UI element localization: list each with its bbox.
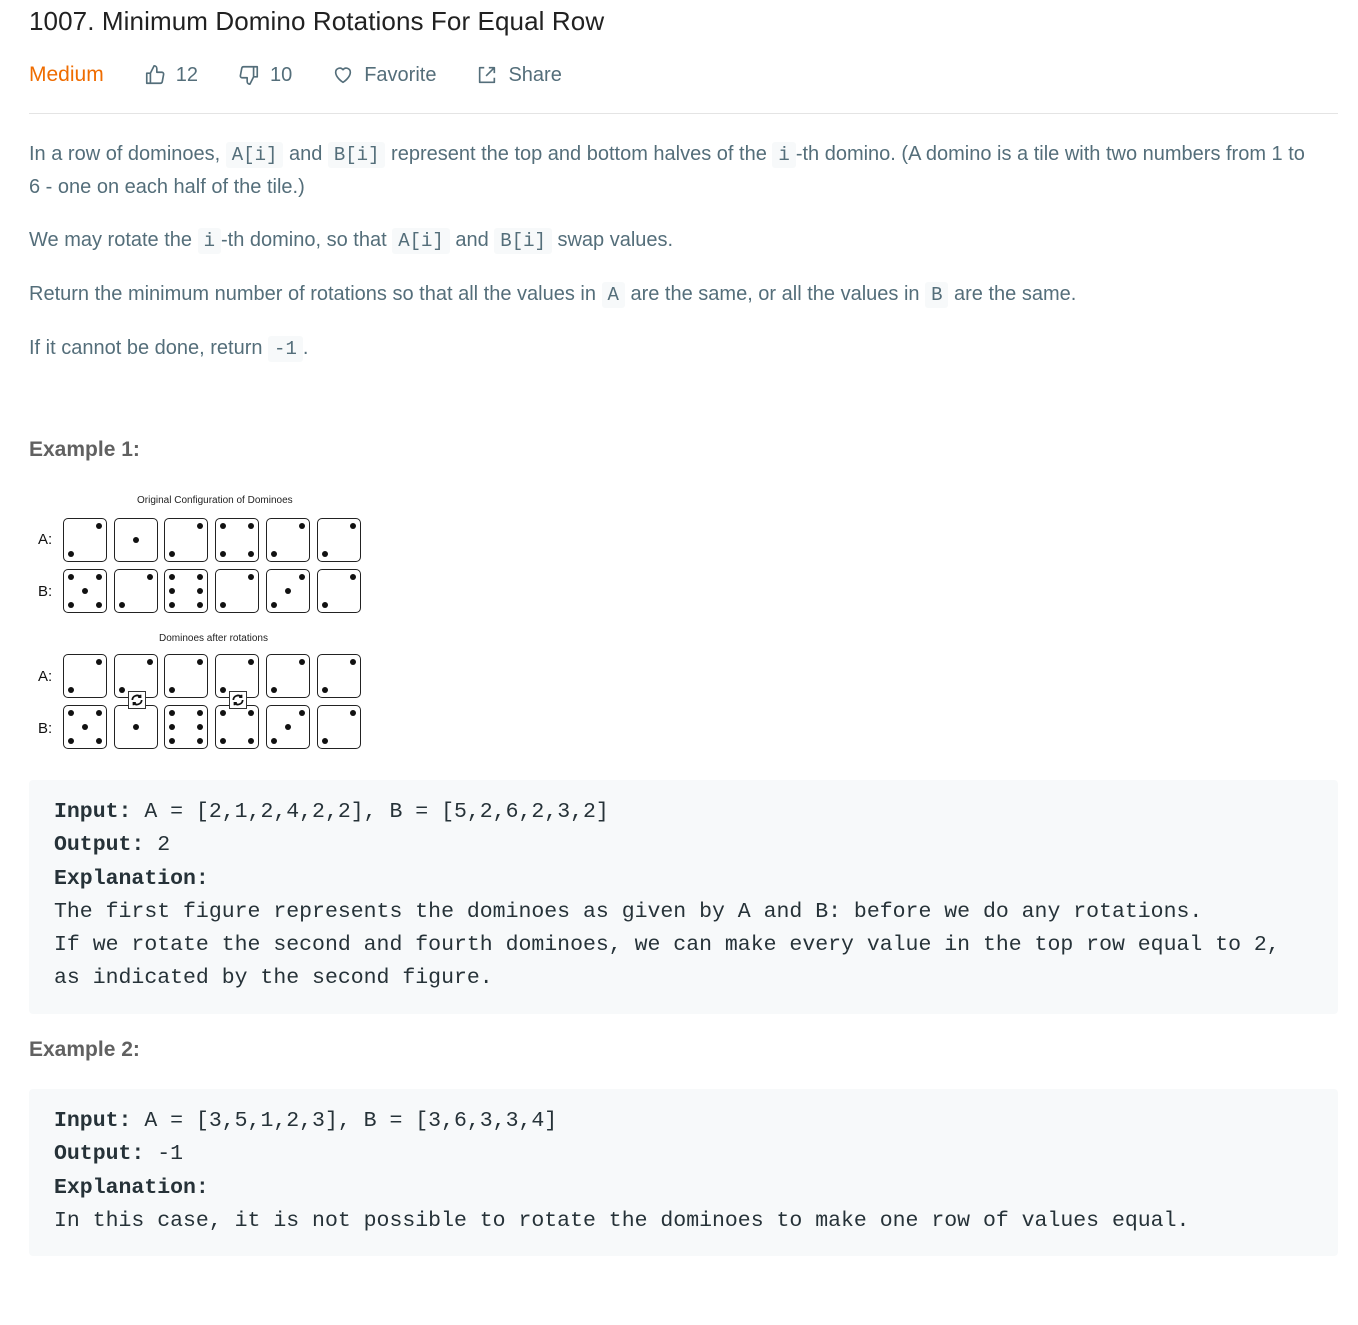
domino-pip (248, 574, 254, 580)
domino-pip (68, 551, 74, 557)
input-value: A = [3,5,1,2,3], B = [3,6,3,3,4] (131, 1109, 558, 1133)
domino-pip (271, 602, 277, 608)
domino-pip (197, 602, 203, 608)
output-value: 2 (144, 833, 171, 858)
domino-pip (350, 523, 356, 529)
input-label: Input: (54, 800, 132, 824)
domino-face (317, 569, 361, 613)
explanation-line: If we rotate the second and fourth dominoes, we can make every value in the top row equal to 2, (54, 933, 1280, 958)
text: are the same, or all the values in (624, 283, 926, 305)
domino-pip (248, 659, 254, 665)
rotate-icon (128, 691, 146, 709)
domino-pip (133, 537, 139, 543)
domino-pip (68, 710, 74, 716)
domino-pip (271, 738, 277, 744)
domino-pip (169, 710, 175, 716)
domino-pip (169, 602, 175, 608)
domino-pip (169, 687, 175, 693)
domino-pip (322, 687, 328, 693)
domino-face (317, 518, 361, 562)
domino-pip (299, 523, 305, 529)
divider (29, 113, 1338, 114)
thumbs-down-icon (238, 64, 260, 86)
rotate-icon (229, 691, 247, 709)
inline-code: B[i] (494, 228, 552, 254)
share-label: Share (508, 63, 562, 86)
inline-code: i (772, 142, 795, 168)
domino-pip (220, 602, 226, 608)
figure-caption-original: Original Configuration of Dominoes (137, 495, 293, 506)
domino-pip (271, 687, 277, 693)
domino-pip (119, 687, 125, 693)
inline-code: A[i] (226, 142, 284, 168)
figure-caption-rotated: Dominoes after rotations (159, 633, 268, 644)
input-label: Input: (54, 1109, 132, 1133)
text: -th domino. (A domino is a tile with two numbers from 1 to 6 - one on each half of the tile.) (29, 143, 1305, 198)
domino-face (63, 518, 107, 562)
heart-icon (332, 64, 354, 86)
row-label-a: A: (38, 531, 53, 548)
row-label-b: B: (38, 720, 53, 737)
domino-pip (350, 659, 356, 665)
domino-face (266, 518, 310, 562)
text: . (302, 337, 309, 359)
domino-pip (96, 659, 102, 665)
inline-code: -1 (268, 336, 303, 362)
domino-face (317, 705, 361, 749)
domino-face (266, 569, 310, 613)
domino-face (164, 569, 208, 613)
domino-face (164, 654, 208, 698)
explanation-line: In this case, it is not possible to rotate the dominoes to make one row of values equal. (54, 1208, 1190, 1233)
example-1-heading: Example 1: (29, 438, 140, 461)
explanation-line: The first figure represents the dominoes as given by A and B: before we do any rotations. (54, 899, 1203, 924)
domino-pip (147, 659, 153, 665)
domino-pip (285, 588, 291, 594)
share-icon (476, 64, 498, 86)
thumbs-up-icon (144, 64, 166, 86)
example-2-code-block (29, 1089, 1338, 1256)
domino-pip (169, 588, 175, 594)
domino-pip (68, 574, 74, 580)
domino-face (164, 705, 208, 749)
domino-pip (197, 659, 203, 665)
domino-pip (350, 574, 356, 580)
inline-code: A[i] (392, 228, 450, 254)
domino-pip (248, 710, 254, 716)
domino-face (114, 518, 158, 562)
difficulty-badge: Medium (29, 63, 104, 86)
text: In a row of dominoes, (29, 143, 226, 165)
domino-face (114, 569, 158, 613)
domino-pip (220, 551, 226, 557)
domino-pip (96, 523, 102, 529)
domino-pip (68, 687, 74, 693)
domino-pip (220, 738, 226, 744)
domino-pip (299, 710, 305, 716)
domino-face (63, 705, 107, 749)
domino-pip (96, 738, 102, 744)
domino-pip (119, 602, 125, 608)
text: We may rotate the (29, 229, 198, 251)
domino-face (63, 569, 107, 613)
domino-pip (169, 738, 175, 744)
share-button[interactable] (476, 64, 561, 87)
domino-pip (197, 588, 203, 594)
domino-pip (197, 523, 203, 529)
domino-face (266, 654, 310, 698)
domino-pip (96, 710, 102, 716)
description-paragraph (29, 278, 1319, 311)
domino-face (317, 654, 361, 698)
domino-pip (169, 551, 175, 557)
domino-pip (82, 724, 88, 730)
inline-code: B[i] (328, 142, 386, 168)
domino-pip (322, 738, 328, 744)
domino-pip (133, 724, 139, 730)
domino-pip (197, 574, 203, 580)
text: are the same. (948, 283, 1077, 305)
description-paragraph (29, 138, 1319, 203)
domino-pip (220, 523, 226, 529)
domino-face (266, 705, 310, 749)
text: represent the top and bottom halves of the (385, 143, 773, 165)
description-paragraph (29, 224, 1319, 257)
domino-face (215, 705, 259, 749)
row-label-b: B: (38, 583, 53, 600)
text: If it cannot be done, return (29, 337, 269, 359)
domino-pip (147, 574, 153, 580)
domino-pip (322, 551, 328, 557)
favorite-label: Favorite (364, 63, 437, 86)
domino-pip (248, 551, 254, 557)
domino-face (164, 518, 208, 562)
domino-pip (220, 710, 226, 716)
text: and (283, 143, 328, 165)
inline-code: B (925, 282, 948, 308)
domino-pip (322, 602, 328, 608)
text: swap values. (551, 229, 674, 251)
domino-pip (197, 738, 203, 744)
like-count: 12 (175, 63, 198, 86)
dislike-button[interactable] (238, 64, 292, 87)
domino-figure (29, 490, 369, 760)
domino-pip (96, 574, 102, 580)
output-label: Output: (54, 833, 145, 858)
text: -th domino, so that (221, 229, 393, 251)
favorite-button[interactable] (332, 64, 436, 87)
domino-face (63, 654, 107, 698)
domino-pip (299, 659, 305, 665)
inline-code: A (602, 282, 625, 308)
example-1-code-block (29, 780, 1338, 1014)
domino-pip (285, 724, 291, 730)
description-paragraph (29, 332, 1319, 365)
problem-meta-bar (29, 60, 602, 90)
domino-pip (299, 574, 305, 580)
text: and (449, 229, 495, 251)
domino-pip (82, 588, 88, 594)
output-label: Output: (54, 1142, 145, 1167)
domino-pip (248, 738, 254, 744)
domino-pip (350, 710, 356, 716)
inline-code: i (198, 228, 221, 254)
domino-pip (197, 710, 203, 716)
domino-pip (68, 602, 74, 608)
domino-pip (197, 724, 203, 730)
explanation-label: Explanation: (54, 1175, 209, 1200)
like-button[interactable] (144, 64, 198, 87)
input-value: A = [2,1,2,4,2,2], B = [5,2,6,2,3,2] (131, 800, 609, 824)
explanation-line: as indicated by the second figure. (54, 966, 493, 991)
problem-description (29, 138, 1319, 386)
domino-pip (96, 602, 102, 608)
explanation-label: Explanation: (54, 866, 209, 891)
domino-face (114, 705, 158, 749)
domino-pip (68, 738, 74, 744)
example-2-heading: Example 2: (29, 1038, 140, 1061)
output-value: -1 (144, 1142, 184, 1167)
domino-pip (169, 724, 175, 730)
dislike-count: 10 (269, 63, 293, 86)
domino-pip (169, 574, 175, 580)
domino-pip (271, 551, 277, 557)
domino-pip (248, 523, 254, 529)
text: Return the minimum number of rotations so that all the values in (29, 283, 602, 305)
domino-face (215, 569, 259, 613)
domino-face (215, 518, 259, 562)
row-label-a: A: (38, 668, 53, 685)
domino-pip (220, 687, 226, 693)
problem-title: 1007. Minimum Domino Rotations For Equal Row (29, 6, 605, 36)
